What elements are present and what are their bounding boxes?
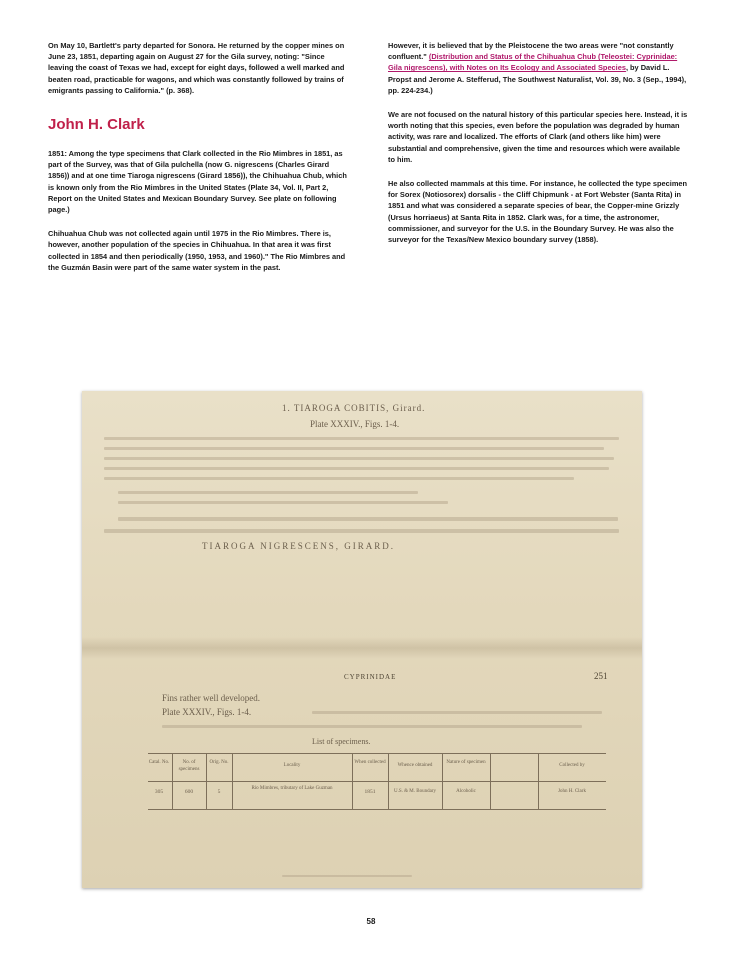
table-rule xyxy=(352,753,353,809)
scan-line: List of specimens. xyxy=(312,737,371,746)
scan-footer-text: TIAROGA NIGRESCENS, GIRARD. xyxy=(202,541,396,551)
page-number: 58 xyxy=(366,917,376,926)
table-rule xyxy=(388,753,389,809)
scan-lower-page xyxy=(82,653,642,888)
table-header-cell: Locality xyxy=(283,763,301,768)
scan-line: Fins rather well developed. xyxy=(162,693,260,703)
scan-page-number: 251 xyxy=(594,671,608,681)
section-heading: John H. Clark xyxy=(48,116,145,134)
scan-text-line xyxy=(104,529,619,533)
table-cell: 1851 xyxy=(364,789,376,795)
scan-text-line xyxy=(282,875,412,877)
scan-text-line xyxy=(162,725,582,728)
table-header-cell: Collected by xyxy=(559,763,585,768)
table-header-cell: Orig. No. xyxy=(209,760,229,765)
table-rule xyxy=(442,753,443,809)
scan-text-line xyxy=(118,501,448,504)
table-header-cell: When collected xyxy=(354,760,386,765)
paragraph xyxy=(388,40,688,96)
table-cell: 305 xyxy=(154,789,164,795)
table-cell: Alcoholic xyxy=(456,789,476,794)
table-rule xyxy=(538,753,539,809)
paragraph: We are not focused on the natural history of this particular species here. Instead, it is worth noting that this species, even before the population was degraded by human activity, was rare and localized. The efforts of Clark (and others like him) were substantial and comprehensive, given the time and resources which were available to him. xyxy=(388,110,688,164)
scan-text-line xyxy=(104,437,619,440)
paragraph: 1851: Among the type specimens that Clark collected in the Rio Mimbres in 1851, as part of the Survey, was that of Gila pulchella (now G. nigrescens (Charles Girard 1856)) and at one time Tiaroga nigrescens (Girard 1856)), the Chihuahua Chub, which is known only from the Rio Mimbres in the United States (Plate 34, Vol. II, Part 2, Report on the United States and Mexican Boundary Survey. See plate on following page.) xyxy=(48,149,347,215)
scan-text-line xyxy=(104,477,574,480)
paragraph-text: However, it is believed that by the Pleistocene the two areas were "not constantly confluent." xyxy=(388,41,674,62)
scan-upper-page xyxy=(82,391,642,651)
scan-plate-ref: Plate XXXIV., Figs. 1-4. xyxy=(310,419,400,429)
table-rule xyxy=(172,753,173,809)
table-rule xyxy=(232,753,233,809)
right-column xyxy=(388,40,688,258)
table-rule xyxy=(148,809,606,810)
scan-line: Plate XXXIV., Figs. 1-4. xyxy=(162,707,252,717)
table-rule xyxy=(490,753,491,809)
left-column xyxy=(48,40,348,286)
scan-title: 1. TIAROGA COBITIS, Girard. xyxy=(282,403,426,413)
table-cell: U.S. & M. Boundary xyxy=(394,789,436,794)
scan-text-line xyxy=(312,711,602,714)
paragraph: He also collected mammals at this time. For instance, he collected the type specimen for Sorex (Notiosorex) dorsalis - the Cliff Chipmunk - at Fort Webster (Santa Rita) in 1851 and what was considered a separate species of bear, the Copper-mine Grizzly (Ursus horriaeus) at Santa Rita in 1852. Clark was, for a time, the astronomer, commissioner, and surveyor for the U.S. in the Boundary Survey. He was also the surveyor for the Texas/New Mexico boundary survey (1858). xyxy=(388,179,688,245)
paragraph: Chihuahua Chub was not collected again until 1975 in the Rio Mimbres. There is, however, another population of the species in Chihuahua. In that area it was first collected in 1854 and then periodically (1950, 1953, and 1960)." The Rio Mimbres and the Guzmán Basin were part of the same water system in the past. xyxy=(48,229,346,272)
table-header-cell: Whence obtained xyxy=(397,763,433,768)
paragraph-text: , by David L. Propst and Jerome A. Stefferud, The Southwest Naturalist, Vol. 39, No. 3 (Sep., 1994), pp. 224-234.) xyxy=(388,63,687,95)
paragraph: On May 10, Bartlett's party departed for Sonora. He returned by the copper mines on June 23, 1851, departing again on August 27 for the Gila survey, noting: "Since leaving the coast of Texas we had, except for eight days, followed a well marked and beaten road, practicable for wagons, and which was constantly followed by trains of emigrants passing to California." (p. 368). xyxy=(48,41,345,95)
scan-text-line xyxy=(104,447,604,450)
table-header-cell: No. of specimens xyxy=(178,760,200,772)
scan-text-line xyxy=(104,467,609,470)
scan-header: CYPRINIDAE xyxy=(344,673,397,681)
table-cell: 600 xyxy=(184,789,194,795)
scan-text-line xyxy=(118,491,418,494)
scanned-plate-image xyxy=(82,391,642,888)
scan-text-line xyxy=(104,457,614,460)
table-cell: Rio Mimbres, tributary of Lake Guzman xyxy=(251,786,333,791)
table-rule xyxy=(206,753,207,809)
citation-link[interactable]: (Distribution and Status of the Chihuahua Chub (Teleostei: Cyprinidae: Gila nigrescens), with Notes on Its Ecology and Associated Species xyxy=(388,52,678,73)
scan-text-line xyxy=(118,517,618,521)
table-cell: John H. Clark xyxy=(558,789,586,794)
table-header-cell: Catal. No. xyxy=(148,760,170,765)
table-cell: 5 xyxy=(217,789,221,795)
table-header-cell: Nature of specimen xyxy=(446,760,486,765)
